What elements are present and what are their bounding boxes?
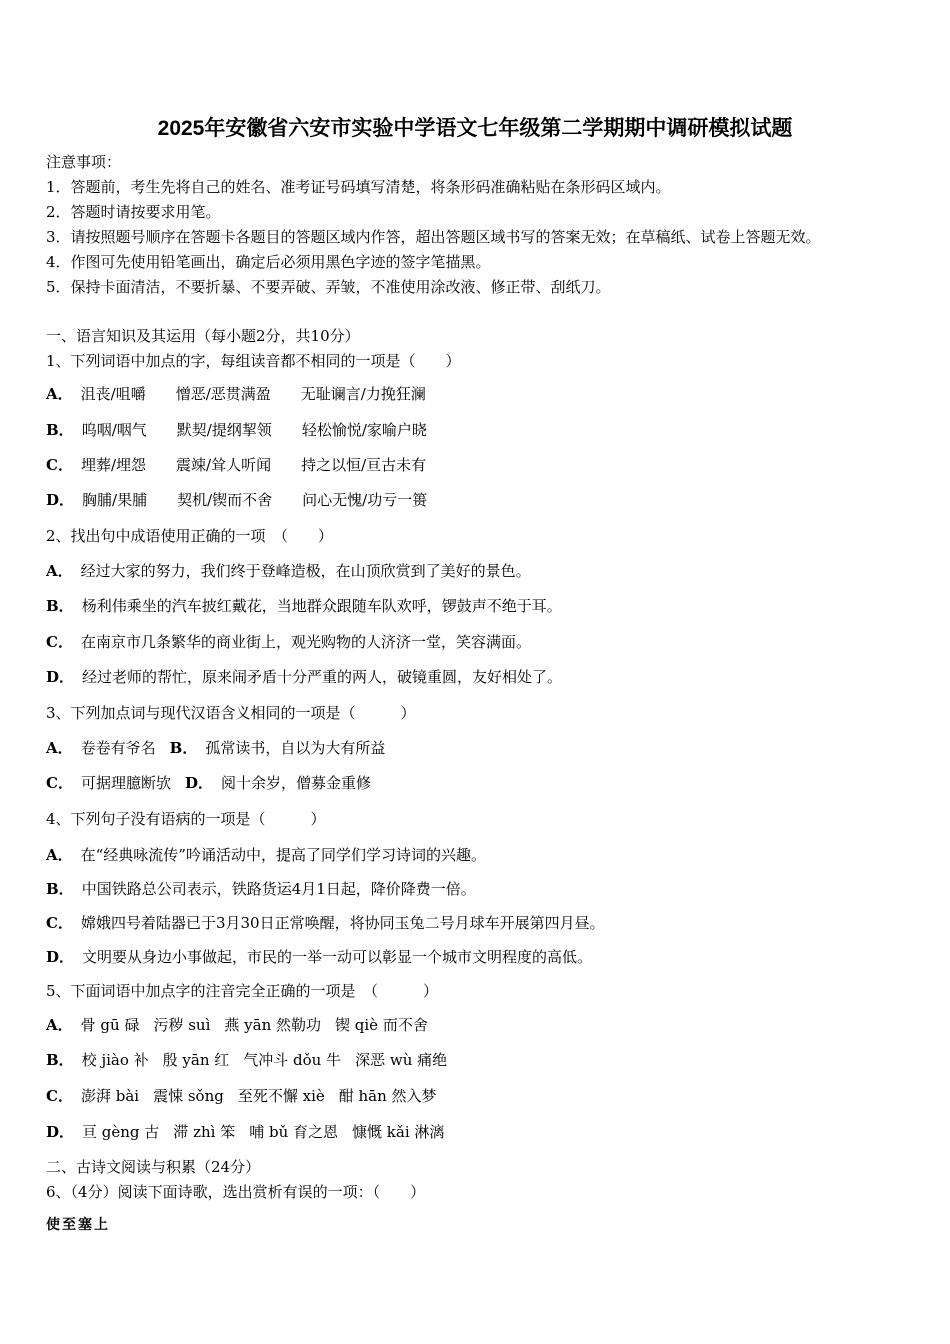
option-label: A． — [46, 1016, 73, 1034]
notice-item: 3．请按照题号顺序在答题卡各题目的答题区域内作答，超出答题区域书写的答案无效；在草稿纸、试卷上答题无效。 — [46, 228, 821, 246]
option-item: 燕 yān 然勒功 — [224, 1016, 322, 1034]
option-label: A． — [46, 739, 73, 757]
option-item: 持之以恒/亘古未有 — [301, 456, 427, 474]
option-row — [46, 632, 531, 652]
option-row — [46, 1122, 458, 1142]
option-row — [46, 738, 385, 758]
option-item: 埋葬/埋怨 — [80, 456, 147, 474]
option-item: 气冲斗 dǒu 牛 — [243, 1051, 342, 1069]
option-row — [46, 384, 456, 404]
option-row — [46, 913, 605, 933]
option-item: 契机/锲而不舍 — [177, 491, 273, 509]
option-item: 无耻谰言/力挽狂澜 — [300, 385, 426, 403]
option-row — [46, 667, 562, 687]
option-item: 憎恶/恶贯满盈 — [175, 385, 271, 403]
option-label: D． — [46, 491, 75, 509]
option-row — [46, 947, 592, 967]
notice-item: 1．答题前，考生先将自己的姓名、准考证号码填写清楚，将条形码准确粘贴在条形码区域内。 — [46, 178, 671, 196]
option-item: 深恶 wù 痛绝 — [355, 1051, 448, 1069]
option-row — [46, 596, 562, 616]
option-item: 校 jiào 补 — [81, 1051, 149, 1069]
question-stem: 3、下列加点词与现代汉语含义相同的一项是（ ） — [46, 704, 416, 722]
option-row — [46, 773, 371, 793]
page-title: 2025年安徽省六安市实验中学语文七年级第二学期期中调研模拟试题 — [157, 117, 793, 140]
option-label: A． — [46, 385, 73, 403]
option-row — [46, 879, 476, 899]
section-heading: 二、古诗文阅读与积累（24分） — [46, 1158, 261, 1176]
notice-item: 4．作图可先使用铅笔画出，确定后必须用黑色字迹的签字笔描黑。 — [46, 253, 491, 271]
option-label: B． — [46, 597, 74, 615]
option-item: 澎湃 bài — [80, 1087, 140, 1105]
option-label: B． — [46, 880, 74, 898]
option-item: 问心无愧/功亏一篑 — [302, 491, 428, 509]
option-item: 轻松愉悦/家喻户晓 — [301, 421, 427, 439]
option-label: C． — [46, 633, 73, 651]
question-stem: 2、找出句中成语使用正确的一项 （ ） — [46, 527, 334, 545]
option-text: 在南京市几条繁华的商业街上，观光购物的人济济一堂，笑容满面。 — [80, 633, 531, 651]
option-row — [46, 1015, 442, 1035]
option-text: 经过老师的帮忙，原来闹矛盾十分严重的两人，破镜重圆，友好相处了。 — [82, 668, 563, 686]
option-text: 文明要从身边小事做起，市民的一举一动可以彰显一个城市文明程度的高低。 — [82, 948, 593, 966]
option-row — [46, 561, 531, 581]
option-row — [46, 845, 486, 865]
option-label: C． — [46, 774, 73, 792]
option-item: 震悚 sǒng — [153, 1087, 224, 1105]
option-item: 哺 bǔ 育之恩 — [249, 1123, 339, 1141]
option-item: 污秽 suì — [153, 1016, 211, 1034]
option-text: 阅十余岁，僧募金重修 — [220, 774, 371, 792]
option-item: 亘 gèng 古 — [82, 1123, 160, 1141]
option-item: 震竦/耸人听闻 — [176, 456, 272, 474]
option-label: B． — [169, 739, 198, 757]
option-label: D． — [46, 948, 75, 966]
option-row — [46, 1086, 451, 1106]
option-label: C． — [46, 914, 73, 932]
option-item: 默契/提纲挈领 — [176, 421, 272, 439]
question-stem: 4、下列句子没有语病的一项是（ ） — [46, 810, 326, 828]
option-item: 呜咽/咽气 — [81, 421, 147, 439]
option-item: 滞 zhì 笨 — [173, 1123, 236, 1141]
notice-item: 5．保持卡面清洁，不要折暴、不要弄破、弄皱，不准使用涂改液、修正带、刮纸刀。 — [46, 278, 611, 296]
option-text: 孤常读书，自以为大有所益 — [205, 739, 386, 757]
option-label: C． — [46, 456, 73, 474]
option-label: B． — [46, 421, 74, 439]
option-row — [46, 420, 457, 440]
option-row — [46, 455, 456, 475]
option-item: 酣 hān 然入梦 — [338, 1087, 437, 1105]
option-row — [46, 490, 457, 510]
option-item: 骨 gū 碌 — [80, 1016, 140, 1034]
option-label: D． — [46, 1123, 75, 1141]
option-label: D． — [184, 774, 213, 792]
option-text: 可据理臆断欤 — [80, 774, 171, 792]
option-text: 在“经典咏流传”吟诵活动中，提高了同学们学习诗词的兴趣。 — [80, 846, 486, 864]
option-text: 杨利伟乘坐的汽车披红戴花，当地群众跟随车队欢呼，锣鼓声不绝于耳。 — [81, 597, 562, 615]
question-stem: 1、下列词语中加点的字，每组读音都不相同的一项是（ ） — [46, 352, 461, 370]
question-stem: 5、下面词语中加点字的注音完全正确的一项是 （ ） — [46, 982, 439, 1000]
option-item: 慷慨 kǎi 淋漓 — [352, 1123, 445, 1141]
option-text: 嫦娥四号着陆器已于3月30日正常唤醒，将协同玉兔二号月球车开展第四月昼。 — [80, 914, 605, 932]
question-stem: 6、（4分）阅读下面诗歌，选出赏析有误的一项：（ ） — [46, 1183, 426, 1201]
option-label: B． — [46, 1051, 74, 1069]
notice-item: 2．答题时请按要求用笔。 — [46, 203, 221, 221]
option-item: 沮丧/咀嚼 — [80, 385, 146, 403]
option-text: 中国铁路总公司表示，铁路货运4月1日起，降价降费一倍。 — [81, 880, 476, 898]
option-label: A． — [46, 846, 73, 864]
option-item: 至死不懈 xiè — [237, 1087, 325, 1105]
option-label: C． — [46, 1087, 73, 1105]
option-item: 殷 yān 红 — [162, 1051, 230, 1069]
notice-heading: 注意事项： — [46, 153, 122, 171]
option-text: 卷卷有爷名 — [80, 739, 156, 757]
option-label: D． — [46, 668, 75, 686]
poem-title: 使至塞上 — [46, 1217, 110, 1233]
option-item: 锲 qiè 而不舍 — [335, 1016, 428, 1034]
section-heading: 一、语言知识及其运用（每小题2分，共10分） — [46, 327, 360, 345]
option-row — [46, 1050, 461, 1070]
option-text: 经过大家的努力，我们终于登峰造极，在山顶欣赏到了美好的景色。 — [80, 562, 531, 580]
option-label: A． — [46, 562, 73, 580]
option-item: 胸脯/果脯 — [82, 491, 148, 509]
